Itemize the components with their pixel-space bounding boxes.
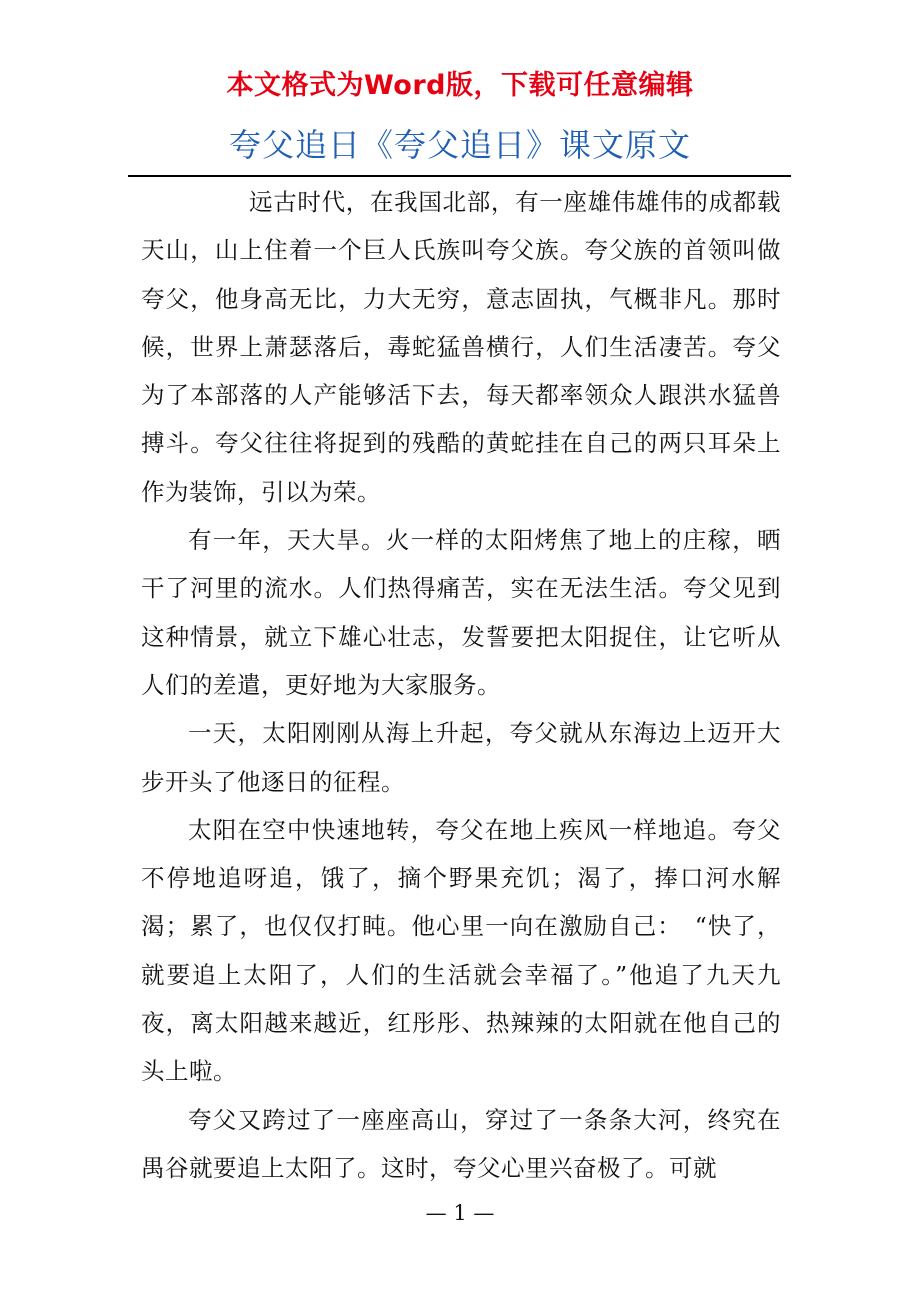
paragraph: 太阳在空中快速地转，夸父在地上疾风一样地追。夸父不停地追呀追，饿了，摘个野果充饥；渴了，捧口河水解渴；累了，也仅仅打盹。他心里一向在激励自己： “快了，就要追上太阳了，人们的生活就会幸福了。”他追了九天九夜，离太阳越来越近，红彤彤、热辣辣的太阳就在他自己的头上啦。 bbox=[141, 815, 781, 1086]
title-divider bbox=[128, 175, 791, 177]
document-title: 夸父追日《夸父追日》课文原文 bbox=[228, 126, 691, 164]
paragraph: 远古时代，在我国北部，有一座雄伟雄伟的成都载天山，山上住着一个巨人氏族叫夸父族。夸父族的首领叫做夸父，他身高无比，力大无穷，意志固执，气概非凡。那时候，世界上萧瑟落后，毒蛇猛兽横行，人们生活凄苦。夸父为了本部落的人产能够活下去，每天都率领众人跟洪水猛兽搏斗。夸父往往将捉到的残酷的黄蛇挂在自己的两只耳朵上作为装饰，引以为荣。 bbox=[141, 188, 781, 506]
paragraph: 有一年，天大旱。火一样的太阳烤焦了地上的庄稼，晒干了河里的流水。人们热得痛苦，实在无法生活。夸父见到这种情景，就立下雄心壮志，发誓要把太阳捉住，让它听从人们的差遣，更好地为大家服务。 bbox=[141, 526, 781, 699]
paragraph: 夸父又跨过了一座座高山，穿过了一条条大河，终究在禺谷就要追上太阳了。这时，夸父心里兴奋极了。可就 bbox=[141, 1105, 781, 1182]
document-body bbox=[141, 178, 781, 1192]
page-number: — 1 — bbox=[425, 1201, 495, 1225]
paragraph: 一天，太阳刚刚从海上升起，夸父就从东海边上迈开大步开头了他逐日的征程。 bbox=[141, 719, 781, 796]
format-notice: 本文格式为Word版，下载可任意编辑 bbox=[226, 70, 694, 101]
